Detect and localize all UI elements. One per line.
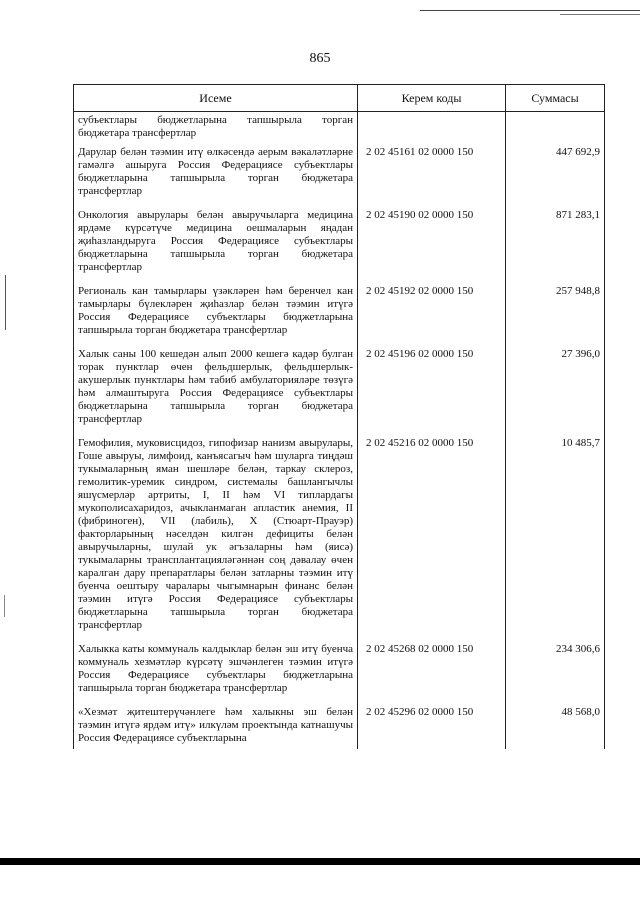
row-code: 2 02 45196 02 0000 150 bbox=[358, 348, 506, 437]
row-sum: 257 948,8 bbox=[506, 285, 605, 348]
table-row bbox=[74, 285, 605, 348]
budget-table bbox=[73, 84, 605, 749]
row-code: 2 02 45268 02 0000 150 bbox=[358, 643, 506, 706]
row-sum: 871 283,1 bbox=[506, 209, 605, 285]
table-row bbox=[74, 437, 605, 643]
header-sum: Суммасы bbox=[506, 85, 605, 112]
row-name: Дарулар белән тәэмин итү өлкәсендә аерым вәкаләтләрне гамәлгә ашыруга Россия Федерациясе субъектлары бюджетларына тапшырыла торган бюджетара трансфертлар bbox=[74, 146, 358, 209]
page-number: 865 bbox=[309, 51, 331, 66]
row-sum: 27 396,0 bbox=[506, 348, 605, 437]
scan-edge-line bbox=[560, 14, 640, 15]
row-name: Гемофилия, муковисцидоз, гипофизар нанизм авырулары, Гоше авыруы, лимфоид, канъясагыч һәм шуларга тиңдәш тукымаларның яман шешләре белән, таркау склероз, гемолитик-уремик синдром, системалы башлангычлы яшүсмерләр артриты, I, II һәм VI типлардагы мукополисахаридоз, ачыкланмаган апластик анемия, II (фибриноген), VII (лабиль), X (Стюарт-Прауэр) факторларының нәселдән килгән дефициты белән авыручыларны, шулай ук әгъзаларны һәм (яисә) тукымаларны трансплантацияләгәннән соң дәвалау өчен каралган дару препаратлары белән затларны тәэмин итү буенча оештыру чаралары чыгымнарын финанс белән тәэмин итүгә Россия Федерациясе субъектлары бюджетларына тапшырыла торган бюджетара трансфертлар bbox=[74, 437, 358, 643]
table-row bbox=[74, 643, 605, 706]
row-code: 2 02 45161 02 0000 150 bbox=[358, 146, 506, 209]
row-code: 2 02 45192 02 0000 150 bbox=[358, 285, 506, 348]
row-code: 2 02 45216 02 0000 150 bbox=[358, 437, 506, 643]
scan-margin-mark bbox=[4, 595, 5, 617]
row-name: Халык саны 100 кешедән алып 2000 кешегә кадәр булган торак пунктлар өчен фельдшерлык, фельдшерлык-акушерлык пунктлары һәм табиб амбулаторияләре төзүгә һәм алмаштыруга Россия Федерациясе субъектлары бюджетларына тапшырыла торган бюджетара трансфертлар bbox=[74, 348, 358, 437]
header-code: Керем коды bbox=[358, 85, 506, 112]
row-sum: 48 568,0 bbox=[506, 706, 605, 749]
row-name: «Хезмәт җитештерүчәнлеге һәм халыкны эш белән тәэмин итүгә ярдәм итү» илкүләм проектында катнашучы Россия Федерациясе субъектларына bbox=[74, 706, 358, 749]
table-row bbox=[74, 209, 605, 285]
row-code: 2 02 45190 02 0000 150 bbox=[358, 209, 506, 285]
header-name: Исеме bbox=[74, 85, 358, 112]
row-name: Онкология авырулары белән авыручыларга медицина ярдәме күрсәтүче медицина оешмаларын яңадан җиһазландыруга Россия Федерациясе субъектлары бюджетларына тапшырыла торган бюджетара трансфертлар bbox=[74, 209, 358, 285]
table-header-row bbox=[74, 85, 605, 112]
row-code: 2 02 45296 02 0000 150 bbox=[358, 706, 506, 749]
row-name: субъектлары бюджетларына тапшырыла торган бюджетара трансфертлар bbox=[74, 112, 358, 147]
row-sum bbox=[506, 112, 605, 147]
row-sum: 10 485,7 bbox=[506, 437, 605, 643]
table-row bbox=[74, 706, 605, 749]
row-sum: 447 692,9 bbox=[506, 146, 605, 209]
row-name: Халыкка каты коммуналь калдыклар белән эш итү буенча коммуналь хезмәтләр күрсәтү эшчәнлеген тәэмин итүгә Россия Федерациясе субъектлары бюджетларына тапшырыла торган бюджетара трансфертлар bbox=[74, 643, 358, 706]
table-row bbox=[74, 146, 605, 209]
scan-bottom-edge bbox=[0, 858, 640, 865]
scan-edge-line bbox=[420, 10, 640, 11]
table-row-continuation bbox=[74, 112, 605, 147]
row-name: Региональ кан тамырлары үзәкләрен һәм беренчел кан тамырлары бүлекләрен җиһазлар белән тәэмин итүгә Россия Федерациясе субъектлары бюджетларына тапшырыла торган бюджетара трансфертлар bbox=[74, 285, 358, 348]
table-row bbox=[74, 348, 605, 437]
scan-margin-mark bbox=[5, 275, 6, 330]
row-sum: 234 306,6 bbox=[506, 643, 605, 706]
row-code bbox=[358, 112, 506, 147]
